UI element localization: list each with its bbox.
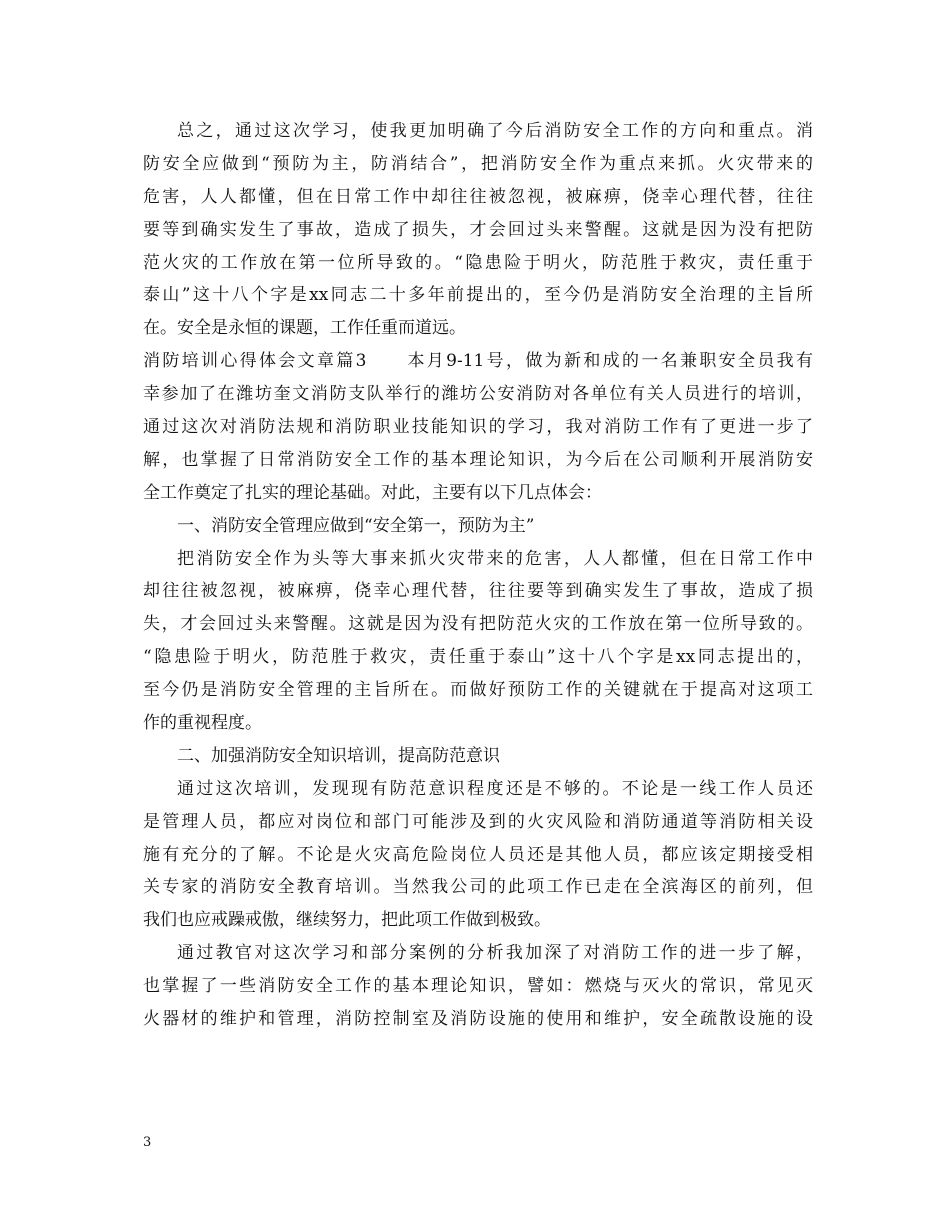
text-line: 总之，通过这次学习，使我更加明确了今后消防安全工作的方向和重点。消 [177, 121, 813, 141]
text-line: 关专家的消防安全教育培训。当然我公司的此项工作已走在全滨海区的前列，但 [143, 877, 813, 898]
text-line: 全工作奠定了扎实的理论基础。对此，主要有以下几点体会： [143, 482, 602, 503]
text-line: “隐患险于明火，防范胜于救灾，责任重于泰山”这十八个字是xx同志提出的， [143, 647, 813, 668]
text-line: 一、消防安全管理应做到“安全第一，预防为主” [177, 515, 535, 536]
text-line: 通过教官对这次学习和部分案例的分析我加深了对消防工作的进一步了解， [177, 943, 813, 964]
text-line: 是管理人员，都应对岗位和部门可能涉及到的火灾风险和消防通道等消防相关设 [143, 811, 813, 832]
text-line: 通过这次对消防法规和消防职业技能知识的学习，我对消防工作有了更进一步了 [143, 417, 813, 438]
page-number: 3 [143, 1135, 152, 1150]
text-line: 要等到确实发生了事故，造成了损失，才会回过头来警醒。这就是因为没有把防 [143, 219, 813, 240]
text-line: 泰山”这十八个字是xx同志二十多年前提出的，至今仍是消防安全治理的主旨所 [143, 285, 813, 306]
text-line: 在。安全是永恒的课题，工作任重而道远。 [143, 318, 466, 339]
text-line: 危害，人人都懂，但在日常工作中却往往被忽视，被麻痹，侥幸心理代替，往往 [143, 186, 813, 207]
text-line: 二、加强消防安全知识培训，提高防范意识 [177, 745, 500, 766]
text-line: 施有充分的了解。不论是火灾高危险岗位人员还是其他人员，都应该定期接受相 [143, 844, 813, 865]
text-line: 防安全应做到“预防为主，防消结合”，把消防安全作为重点来抓。火灾带来的 [143, 153, 813, 174]
text-line: 范火灾的工作放在第一位所导致的。“隐患险于明火，防范胜于救灾，责任重于 [143, 252, 813, 273]
text-line: 通过这次培训，发现现有防范意识程度还是不够的。不论是一线工作人员还 [177, 778, 813, 799]
text-line: 解，也掌握了日常消防安全工作的基本理论知识，为今后在公司顺利开展消防安 [143, 449, 813, 470]
text-line: 把消防安全作为头等大事来抓火灾带来的危害，人人都懂，但在日常工作中 [177, 548, 813, 569]
document-body [143, 115, 813, 1036]
text-line: 却往往被忽视，被麻痹，侥幸心理代替，往往要等到确实发生了事故，造成了损 [143, 581, 813, 602]
text-line: 火器材的维护和管理，消防控制室及消防设施的使用和维护，安全疏散设施的设 [143, 1009, 813, 1030]
text-line: 失，才会回过头来警醒。这就是因为没有把防范火灾的工作放在第一位所导致的。 [143, 614, 813, 635]
text-line: 幸参加了在潍坊奎文消防支队举行的潍坊公安消防对各单位有关人员进行的培训， [143, 384, 813, 405]
text-line: 我们也应戒躁戒傲，继续努力，把此项工作做到极致。 [143, 910, 551, 931]
text-line: 作的重视程度。 [143, 713, 262, 734]
text-line: 消防培训心得体会文章篇3 本月9-11号，做为新和成的一名兼职安全员我有 [143, 351, 813, 372]
text-line: 也掌握了一些消防安全工作的基本理论知识，譬如：燃烧与灭火的常识，常见灭 [143, 976, 813, 997]
text-line: 至今仍是消防安全管理的主旨所在。而做好预防工作的关键就在于提高对这项工 [143, 680, 813, 701]
